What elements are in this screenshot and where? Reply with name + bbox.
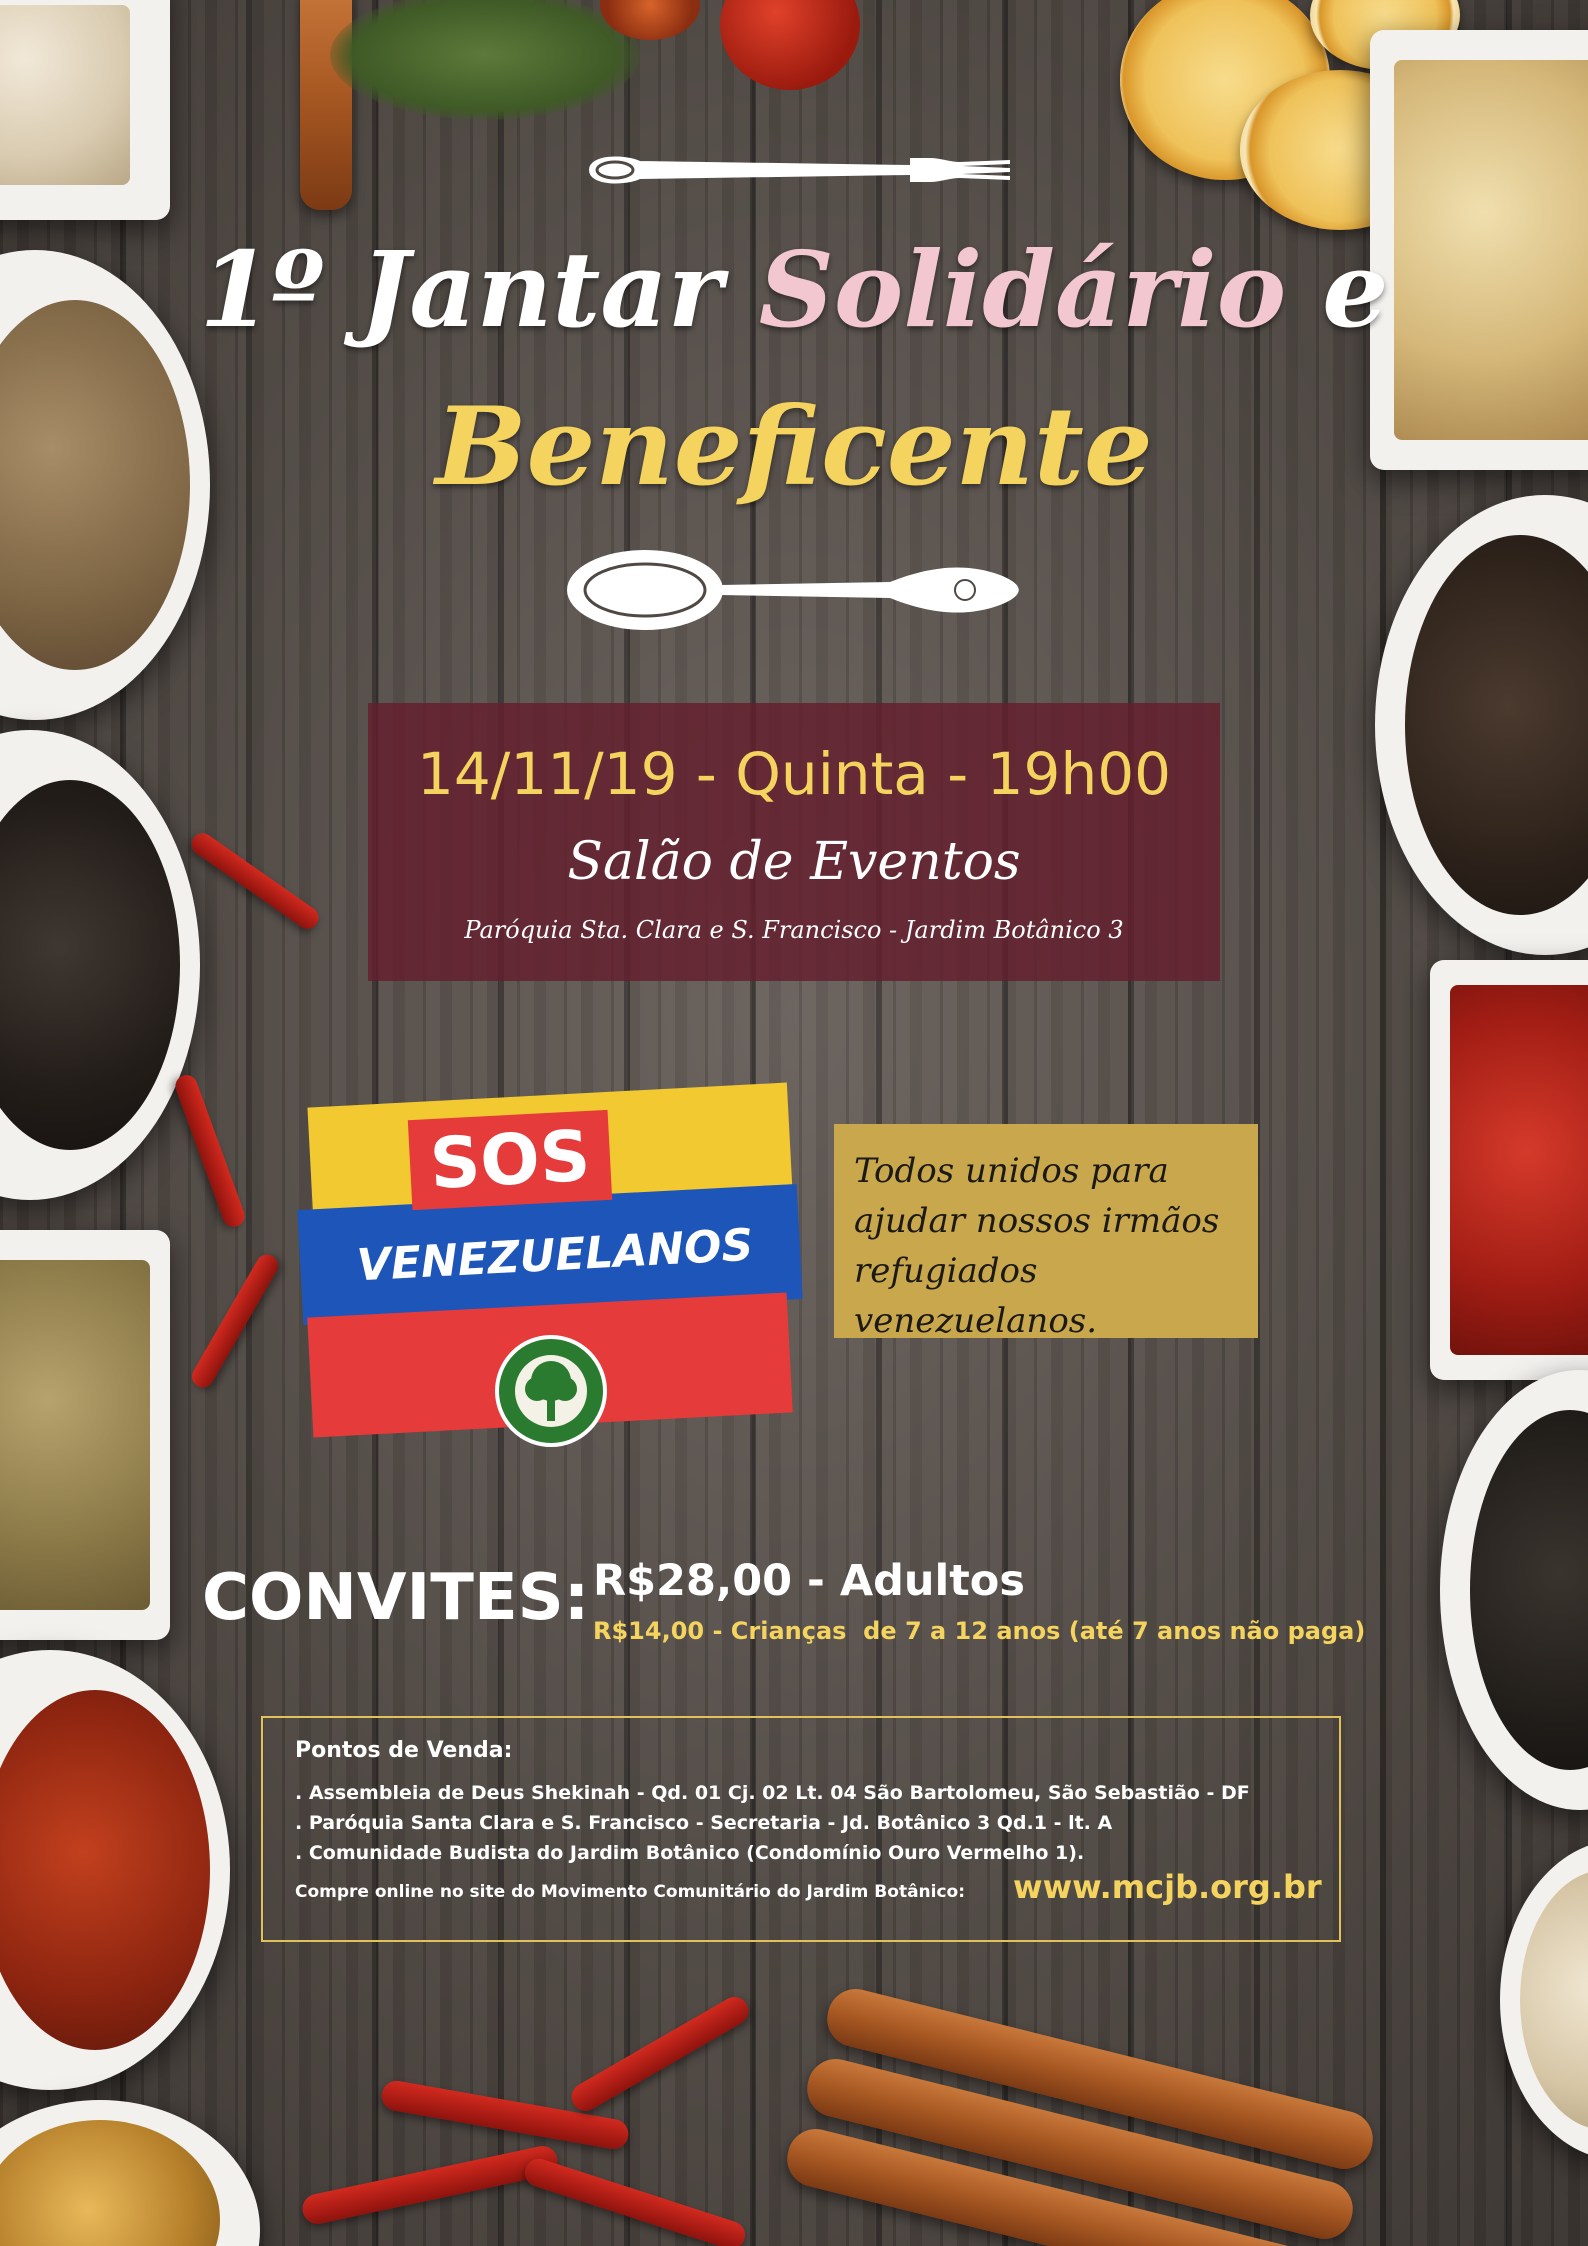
event-venue: Salão de Eventos <box>567 832 1021 892</box>
title-e: e <box>1322 228 1389 351</box>
bowl-left-4 <box>0 1650 230 2090</box>
bowl-right-4 <box>1500 1840 1588 2160</box>
herbs <box>330 0 640 120</box>
event-date: 14/11/19 - Quinta - 19h00 <box>416 740 1172 808</box>
tickets-label: CONVITES: <box>202 1561 590 1635</box>
chili-bottom-3 <box>566 1992 753 2116</box>
sales-point-2: . Paróquia Santa Clara e S. Francisco - Secretaria - Jd. Botânico 3 Qd.1 - lt. A <box>295 1812 1113 1834</box>
event-address: Paróquia Sta. Clara e S. Francisco - Jardim Botânico 3 <box>464 916 1124 944</box>
tree-icon <box>499 1339 603 1443</box>
chili-left-3 <box>188 1251 282 1392</box>
fork-icon <box>580 140 1020 200</box>
bowl-left-3 <box>0 1230 170 1640</box>
ticket-price-children: R$14,00 - Crianças de 7 a 12 anos (até 7 anos não paga) <box>593 1617 1366 1645</box>
caption-box <box>834 1124 1258 1341</box>
venezuelanos-text: VENEZUELANOS <box>355 1219 755 1292</box>
sos-badge <box>300 1085 800 1445</box>
sales-point-3: . Comunidade Budista do Jardim Botânico (Condomínio Ouro Vermelho 1). <box>295 1842 1085 1864</box>
event-info-box <box>368 703 1220 981</box>
chili-bottom-4 <box>521 2155 748 2246</box>
chili-bottom-2 <box>300 2143 561 2226</box>
mcjb-logo <box>495 1335 607 1447</box>
ticket-price-adult: R$28,00 - Adultos <box>593 1556 1025 1606</box>
bowl-right-3 <box>1440 1370 1588 1810</box>
title-line-1 <box>0 230 1588 350</box>
chili-left-1 <box>187 829 322 933</box>
title-jantar: Jantar <box>360 228 723 351</box>
pepper-top <box>720 0 860 90</box>
sales-points-box <box>261 1716 1341 1942</box>
spoon-icon <box>560 530 1030 650</box>
caption-text: Todos unidos para ajudar nossos irmãos refugiados venezuelanos. <box>854 1151 1220 1341</box>
bowl-left-5 <box>0 2100 260 2246</box>
bowl-right-2 <box>1430 960 1588 1380</box>
chili-left-2 <box>172 1072 247 1230</box>
title-solidario: Solidário <box>758 228 1287 351</box>
sales-heading: Pontos de Venda: <box>295 1738 513 1763</box>
online-purchase-text: Compre online no site do Movimento Comunitário do Jardim Botânico: <box>295 1882 966 1902</box>
bowl-right-1 <box>1375 495 1588 955</box>
title-ordinal: 1º <box>199 228 324 351</box>
bowl-top-left <box>0 0 170 220</box>
title-beneficente: Beneficente <box>435 384 1153 510</box>
bowl-left-2 <box>0 730 200 1200</box>
sos-text: SOS <box>427 1114 593 1206</box>
sales-point-1: . Assembleia de Deus Shekinah - Qd. 01 Cj. 02 Lt. 04 São Bartolomeu, São Sebastião - DF <box>295 1782 1250 1804</box>
website-link[interactable]: www.mcjb.org.br <box>1013 1868 1322 1906</box>
